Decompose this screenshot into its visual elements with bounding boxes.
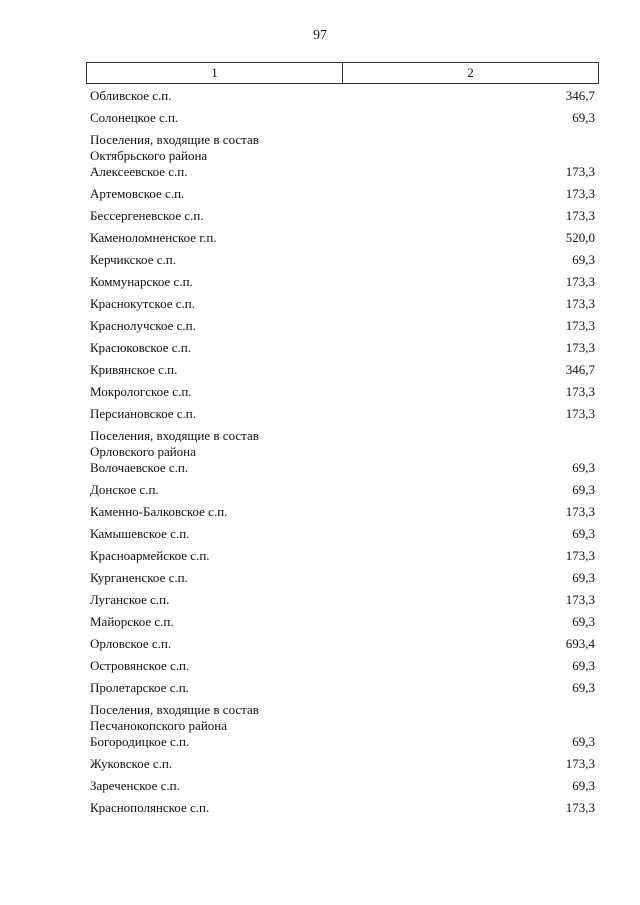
group-header-row (90, 701, 595, 733)
settlement-name: Волочаевское с.п. (90, 460, 189, 475)
amount-value: 173,3 (565, 340, 595, 355)
amount-value: 173,3 (565, 164, 595, 179)
table-row (90, 777, 595, 799)
table-row (90, 503, 595, 525)
table-row (90, 317, 595, 339)
settlement-name: Краснолучское с.п. (90, 318, 196, 333)
settlement-name: Камышевское с.п. (90, 526, 190, 541)
settlement-name: Кривянское с.п. (90, 362, 178, 377)
table-row (90, 87, 595, 109)
settlement-name: Красюковское с.п. (90, 340, 191, 355)
settlement-name: Мокрологское с.п. (90, 384, 192, 399)
amount-value: 173,3 (565, 208, 595, 223)
column-header-2: 2 (467, 65, 474, 80)
settlement-name: Донское с.п. (90, 482, 159, 497)
table-row (90, 207, 595, 229)
amount-value: 346,7 (565, 362, 595, 377)
settlement-name: Зареченское с.п. (90, 778, 180, 793)
settlement-name: Коммунарское с.п. (90, 274, 193, 289)
amount-value: 173,3 (565, 800, 595, 815)
amount-value: 173,3 (565, 274, 595, 289)
table-row (90, 613, 595, 635)
table-row (90, 109, 595, 131)
amount-value: 69,3 (572, 110, 595, 125)
table-row (90, 163, 595, 185)
group-header-row (90, 131, 595, 163)
table-row (90, 679, 595, 701)
table-row (90, 295, 595, 317)
amount-value: 173,3 (565, 756, 595, 771)
settlement-name: Краснополянское с.п. (90, 800, 210, 815)
settlement-name: Островянское с.п. (90, 658, 190, 673)
amount-value: 69,3 (572, 680, 595, 695)
group-header-row (90, 427, 595, 459)
amount-value: 173,3 (565, 384, 595, 399)
amount-value: 69,3 (572, 252, 595, 267)
table-row (90, 273, 595, 295)
table-row (90, 569, 595, 591)
table-row (90, 405, 595, 427)
table-row (90, 251, 595, 273)
amount-value: 520,0 (565, 230, 595, 245)
amount-value: 173,3 (565, 592, 595, 607)
table-row (90, 635, 595, 657)
amount-value: 69,3 (572, 614, 595, 629)
amount-value: 69,3 (572, 658, 595, 673)
amount-value: 69,3 (572, 734, 595, 749)
settlement-name: Краснокутское с.п. (90, 296, 195, 311)
settlement-name: Пролетарское с.п. (90, 680, 189, 695)
amount-value: 69,3 (572, 570, 595, 585)
settlement-name: Майорское с.п. (90, 614, 174, 629)
table-row (90, 547, 595, 569)
table-body (90, 87, 595, 821)
settlement-name: Артемовское с.п. (90, 186, 185, 201)
table-row (90, 591, 595, 613)
table-row (90, 733, 595, 755)
table-row (90, 459, 595, 481)
settlement-name: Богородицкое с.п. (90, 734, 190, 749)
settlement-name: Бессергеневское с.п. (90, 208, 204, 223)
group-title: Поселения, входящие в состав Песчанокопского района (90, 702, 259, 733)
table-row (90, 657, 595, 679)
table-header (86, 62, 599, 84)
settlement-name: Красноармейское с.п. (90, 548, 210, 563)
table-row (90, 383, 595, 405)
table-row (90, 481, 595, 503)
amount-value: 173,3 (565, 318, 595, 333)
settlement-name: Алексеевское с.п. (90, 164, 188, 179)
table-row (90, 361, 595, 383)
table-row (90, 339, 595, 361)
amount-value: 69,3 (572, 460, 595, 475)
table-row (90, 185, 595, 207)
table-row (90, 525, 595, 547)
amount-value: 69,3 (572, 482, 595, 497)
amount-value: 173,3 (565, 504, 595, 519)
group-title: Поселения, входящие в состав Орловского района (90, 428, 259, 459)
amount-value: 69,3 (572, 526, 595, 541)
amount-value: 173,3 (565, 548, 595, 563)
settlement-name: Каменоломненское г.п. (90, 230, 217, 245)
table-row (90, 755, 595, 777)
amount-value: 173,3 (565, 296, 595, 311)
page-number: 97 (313, 28, 327, 43)
settlement-name: Курганенское с.п. (90, 570, 188, 585)
table-row (90, 799, 595, 821)
amount-value: 173,3 (565, 186, 595, 201)
settlement-name: Жуковское с.п. (90, 756, 173, 771)
group-title: Поселения, входящие в состав Октябрьского района (90, 132, 259, 163)
settlement-name: Персиановское с.п. (90, 406, 197, 421)
settlement-name: Каменно-Балковское с.п. (90, 504, 228, 519)
amount-value: 693,4 (565, 636, 595, 651)
amount-value: 173,3 (565, 406, 595, 421)
amount-value: 346,7 (565, 88, 595, 103)
settlement-name: Орловское с.п. (90, 636, 172, 651)
settlement-name: Обливское с.п. (90, 88, 172, 103)
settlement-name: Луганское с.п. (90, 592, 170, 607)
amount-value: 69,3 (572, 778, 595, 793)
table-row (90, 229, 595, 251)
settlement-name: Солонецкое с.п. (90, 110, 179, 125)
settlement-name: Керчикское с.п. (90, 252, 176, 267)
column-header-1: 1 (87, 63, 343, 83)
